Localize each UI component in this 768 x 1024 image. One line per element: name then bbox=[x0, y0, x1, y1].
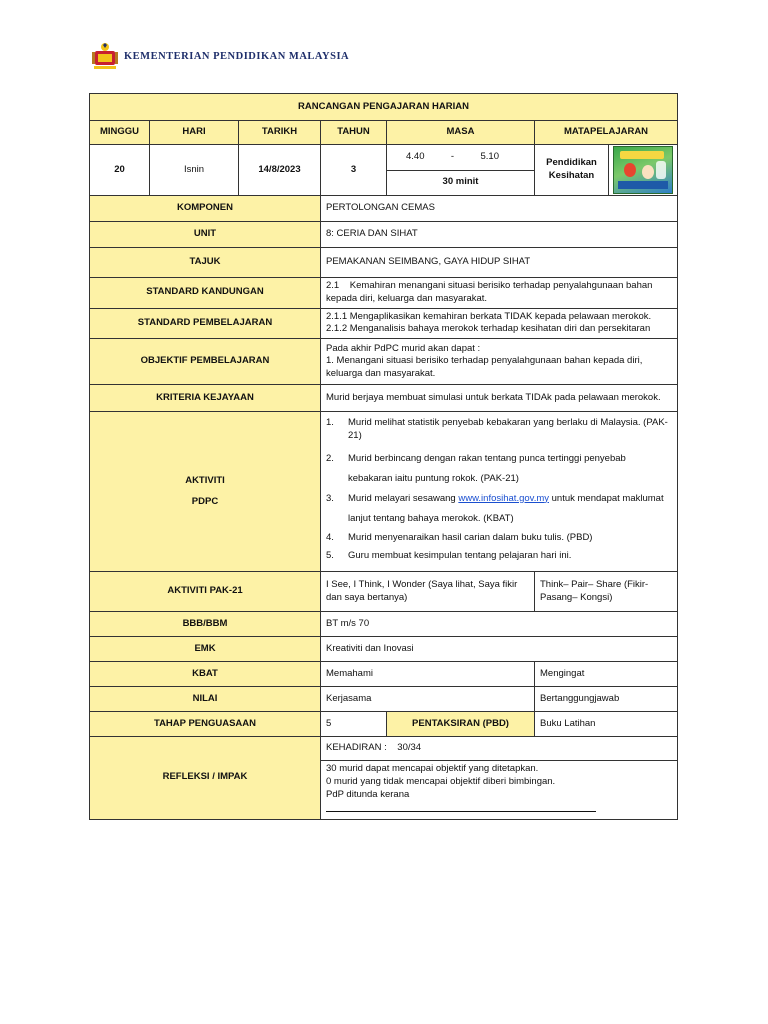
objektif-intro: Pada akhir PdPC murid akan dapat : bbox=[326, 342, 481, 354]
label-objektif: OBJEKTIF PEMBELAJARAN bbox=[90, 339, 321, 385]
aktiviti-line-2: PDPC bbox=[191, 495, 219, 507]
hari-value: Isnin bbox=[150, 145, 239, 196]
value-bbb: BT m/s 70 bbox=[321, 612, 678, 637]
tarikh-value: 14/8/2023 bbox=[239, 145, 321, 196]
refleksi-line-1: 30 murid dapat mencapai objektif yang ditetapkan. bbox=[326, 763, 539, 775]
label-tahap-penguasaan: TAHAP PENGUASAAN bbox=[90, 712, 321, 737]
value-tahap: 5 bbox=[321, 712, 387, 737]
kehadiran-label: KEHADIRAN : bbox=[326, 742, 387, 754]
tahun-value: 3 bbox=[321, 145, 387, 196]
activity-list bbox=[326, 417, 672, 563]
label-standard-pembelajaran: STANDARD PEMBELAJARAN bbox=[90, 308, 321, 339]
label-kbat: KBAT bbox=[90, 662, 321, 687]
masa-duration: 30 minit bbox=[387, 170, 535, 196]
masa-dash: - bbox=[450, 150, 455, 162]
sk-number: 2.1 bbox=[326, 280, 340, 291]
value-emk: Kreativiti dan Inovasi bbox=[321, 637, 678, 662]
table-title: RANCANGAN PENGAJARAN HARIAN bbox=[90, 94, 678, 121]
col-masa: MASA bbox=[387, 121, 535, 145]
ministry-crest-icon bbox=[92, 42, 118, 70]
col-tahun: TAHUN bbox=[321, 121, 387, 145]
value-standard-kandungan bbox=[321, 278, 678, 309]
sk-text: Kemahiran menangani situasi berisiko terhadap penyalahgunaan bahan kepada diri, keluarga dan masyarakat. bbox=[326, 280, 653, 304]
col-minggu: MINGGU bbox=[90, 121, 150, 145]
refleksi-line-3: PdP ditunda kerana bbox=[326, 789, 672, 817]
value-kbat-1: Memahami bbox=[321, 662, 535, 687]
value-kehadiran bbox=[321, 737, 678, 761]
aktiviti-line-1: AKTIVITI bbox=[185, 474, 225, 486]
label-nilai: NILAI bbox=[90, 687, 321, 712]
value-tajuk: PEMAKANAN SEIMBANG, GAYA HIDUP SIHAT bbox=[321, 248, 678, 278]
value-kriteria: Murid berjaya membuat simulasi untuk berkata TIDAk pada pelawaan merokok. bbox=[321, 385, 678, 412]
list-item: 5. Guru membuat kesimpulan tentang pelajaran hari ini. bbox=[326, 550, 572, 562]
value-refleksi bbox=[321, 761, 678, 819]
sp-item-2: 2.1.2 Menganalisis bahaya merokok terhadap kesihatan diri dan persekitaran bbox=[326, 323, 651, 335]
masa-start: 4.40 bbox=[406, 150, 425, 162]
pak21-value-1: I See, I Think, I Wonder (Saya lihat, Saya fikir dan saya bertanya) bbox=[321, 572, 535, 612]
label-emk: EMK bbox=[90, 637, 321, 662]
list-item: 3. Murid melayari sesawang www.infosihat.gov.my untuk mendapat maklumat lanjut tentang bahaya merokok. (KBAT) bbox=[326, 492, 664, 524]
label-aktiviti-pak21: AKTIVITI PAK-21 bbox=[90, 572, 321, 612]
label-tajuk: TAJUK bbox=[90, 248, 321, 278]
label-refleksi: REFLEKSI / IMPAK bbox=[90, 737, 321, 819]
ministry-name: KEMENTERIAN PENDIDIKAN MALAYSIA bbox=[124, 50, 350, 62]
pak21-value-2: Think– Pair– Share (Fikir- Pasang– Kongsi) bbox=[535, 572, 678, 612]
label-pentaksiran: PENTAKSIRAN (PBD) bbox=[387, 712, 535, 737]
textbook-cover-cell bbox=[609, 145, 678, 196]
col-hari: HARI bbox=[150, 121, 239, 145]
col-tarikh: TARIKH bbox=[239, 121, 321, 145]
value-unit: 8: CERIA DAN SIHAT bbox=[321, 222, 678, 248]
list-item: 1. Murid melihat statistik penyebab kebakaran yang berlaku di Malaysia. (PAK-21) bbox=[326, 417, 668, 442]
infosihat-link[interactable]: www.infosihat.gov.my bbox=[458, 492, 549, 504]
sp-item-1: 2.1.1 Mengaplikasikan kemahiran berkata TIDAK kepada pelawaan merokok. bbox=[326, 310, 652, 322]
value-objektif bbox=[321, 339, 678, 385]
masa-end: 5.10 bbox=[480, 150, 499, 162]
value-pentaksiran: Buku Latihan bbox=[535, 712, 678, 737]
col-matapelajaran: MATAPELAJARAN bbox=[535, 121, 678, 145]
list-item: 2. Murid berbincang dengan rakan tentang punca tertinggi penyebab kebakaran iaitu puntung rokok. (PAK-21) bbox=[326, 452, 626, 484]
subject-value: Pendidikan Kesihatan bbox=[535, 145, 609, 196]
page-header bbox=[92, 40, 349, 72]
label-komponen: KOMPONEN bbox=[90, 196, 321, 222]
label-unit: UNIT bbox=[90, 222, 321, 248]
reason-blank-line bbox=[326, 802, 596, 812]
list-item: 4. Murid menyenaraikan hasil carian dalam buku tulis. (PBD) bbox=[326, 531, 593, 543]
minggu-value: 20 bbox=[90, 145, 150, 196]
value-kbat-2: Mengingat bbox=[535, 662, 678, 687]
textbook-cover-image bbox=[613, 146, 673, 194]
value-nilai-2: Bertanggungjawab bbox=[535, 687, 678, 712]
label-standard-kandungan: STANDARD KANDUNGAN bbox=[90, 278, 321, 309]
value-aktiviti bbox=[321, 412, 678, 572]
value-standard-pembelajaran bbox=[321, 308, 678, 339]
objektif-item-1: 1. Menangani situasi berisiko terhadap penyalahgunaan bahan kepada diri, keluarga dan masyarakat. bbox=[326, 355, 643, 380]
value-nilai-1: Kerjasama bbox=[321, 687, 535, 712]
label-kriteria: KRITERIA KEJAYAAN bbox=[90, 385, 321, 412]
kehadiran-value: 30/34 bbox=[397, 742, 422, 754]
refleksi-line-2: 0 murid yang tidak mencapai objektif diberi bimbingan. bbox=[326, 776, 556, 788]
label-bbb: BBB/BBM bbox=[90, 612, 321, 637]
masa-time bbox=[387, 145, 535, 171]
value-komponen: PERTOLONGAN CEMAS bbox=[321, 196, 678, 222]
lesson-plan-table bbox=[89, 93, 678, 820]
label-aktiviti bbox=[90, 412, 321, 572]
